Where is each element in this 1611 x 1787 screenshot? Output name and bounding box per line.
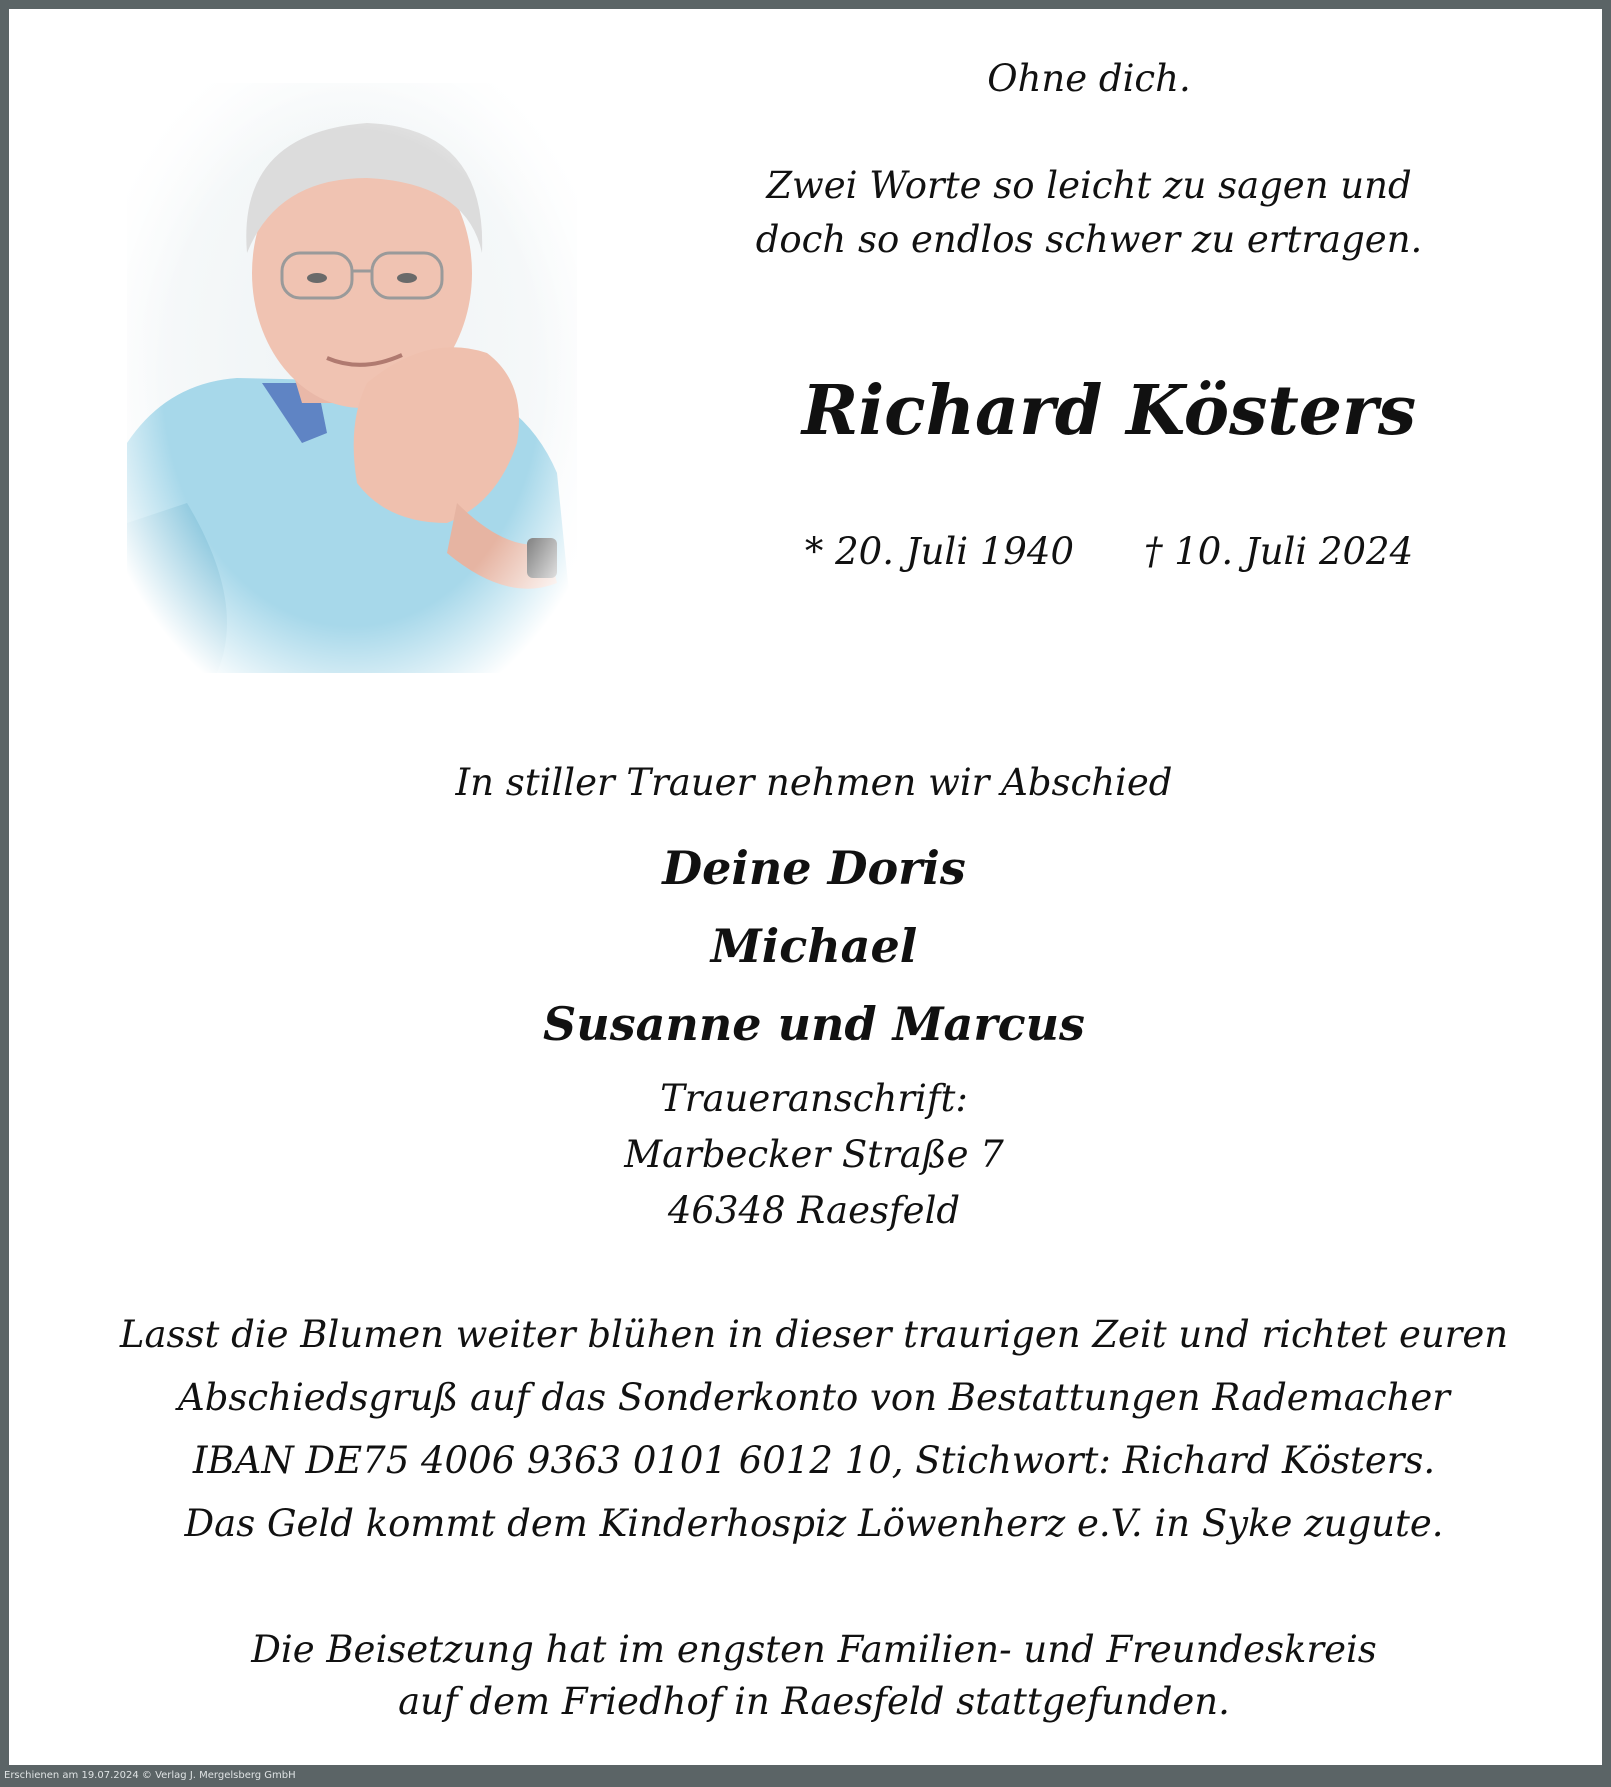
obituary-card	[9, 9, 1602, 1765]
mourner-names	[309, 829, 1319, 1063]
mourner-name: Michael	[710, 919, 918, 973]
birth-date: * 20. Juli 1940	[804, 530, 1074, 573]
burial-line-1: Die Beisetzung hat im engsten Familien- und Freundeskreis	[251, 1628, 1377, 1671]
mourner-name: Susanne und Marcus	[543, 997, 1085, 1051]
farewell-intro: In stiller Trauer nehmen wir Abschied	[455, 761, 1173, 804]
poem-line-1: Ohne dich.	[987, 57, 1191, 100]
publication-footer: Erschienen am 19.07.2024 © Verlag J. Mergelsberg GmbH	[4, 1770, 296, 1781]
address-label: Traueranschrift:	[660, 1077, 968, 1120]
address-street: Marbecker Straße 7	[624, 1133, 1004, 1176]
donation-line-3: IBAN DE75 4006 9363 0101 6012 10, Stichwort: Richard Kösters.	[192, 1439, 1436, 1482]
death-date: † 10. Juli 2024	[1144, 530, 1414, 573]
mourner-name: Deine Doris	[662, 841, 966, 895]
poem-line-2: Zwei Worte so leicht zu sagen und	[766, 164, 1412, 207]
donation-notice	[39, 1303, 1589, 1555]
address-city: 46348 Raesfeld	[667, 1189, 961, 1232]
mourning-address	[409, 1071, 1219, 1239]
life-dates	[749, 529, 1469, 575]
portrait-photo	[127, 83, 577, 673]
burial-line-2: auf dem Friedhof in Raesfeld stattgefunden.	[398, 1680, 1230, 1723]
portrait-illustration	[127, 83, 577, 673]
donation-line-2: Abschiedsgruß auf das Sonderkonto von Bestattungen Rademacher	[178, 1376, 1450, 1419]
poem-line-3: doch so endlos schwer zu ertragen.	[755, 218, 1423, 261]
donation-line-4: Das Geld kommt dem Kinderhospiz Löwenherz e.V. in Syke zugute.	[184, 1502, 1444, 1545]
burial-notice	[109, 1624, 1519, 1728]
poem-verse	[699, 159, 1479, 267]
donation-line-1: Lasst die Blumen weiter blühen in dieser traurigen Zeit und richtet euren	[119, 1313, 1509, 1356]
deceased-name: Richard Kösters	[801, 371, 1417, 451]
